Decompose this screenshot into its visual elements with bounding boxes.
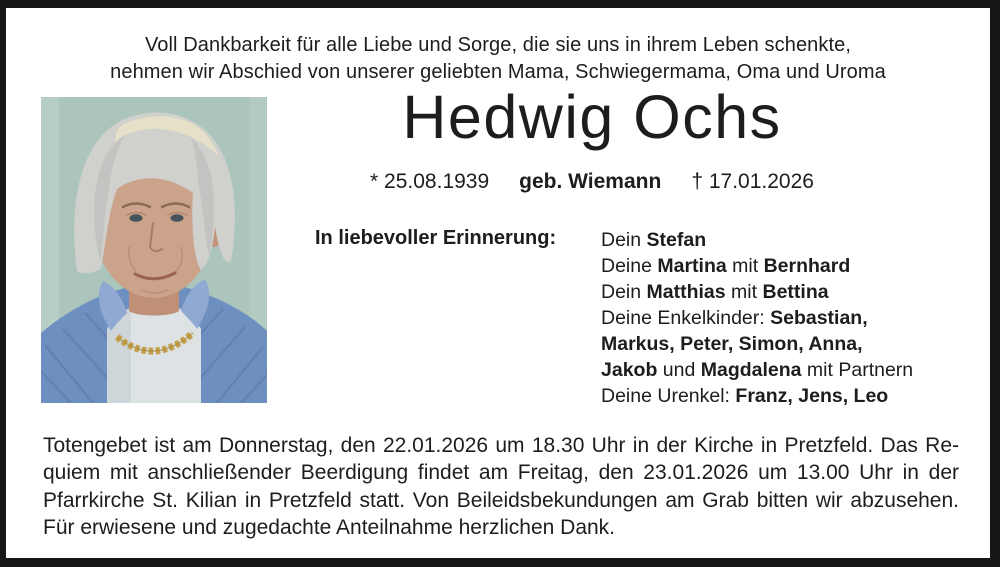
mourner-line: Dein Matthias mit Bettina: [601, 281, 829, 303]
birth-date: * 25.08.1939: [370, 170, 490, 193]
death-date: † 17.01.2026: [691, 170, 814, 193]
mourner-line: Deine Martina mit Bernhard: [601, 255, 851, 277]
life-dates: [309, 170, 875, 194]
mourner-line: Jakob und Magdalena mit Partnern: [601, 359, 914, 381]
mourner-line: Deine Enkelkinder: Sebastian,: [601, 307, 868, 329]
maiden-name: geb. Wiemann: [519, 170, 662, 193]
memorial-label: In liebevoller Erinnerung:: [315, 227, 557, 249]
mourner-line: Markus, Peter, Simon, Anna,: [601, 333, 863, 355]
funeral-line: Totengebet ist am Donnerstag, den 22.01.2026 um 18.30 Uhr in der Kirche in Pretzfeld. Das Re-: [43, 434, 959, 457]
deceased-name: Hedwig Ochs: [402, 83, 782, 151]
funeral-line: Pfarrkirche St. Kilian in Pretzfeld statt. Von Beileidsbekundungen am Grab bitten wir abzusehen.: [43, 488, 959, 512]
mourners-list: [601, 227, 931, 409]
funeral-details: [43, 432, 959, 542]
header-block: [309, 84, 875, 151]
portrait-photo: [41, 97, 267, 403]
intro-text: [6, 32, 990, 86]
mourner-line: Deine Urenkel: Franz, Jens, Leo: [601, 385, 889, 407]
intro-line-1: Voll Dankbarkeit für alle Liebe und Sorge, die sie uns in ihrem Leben schenkte,: [144, 34, 852, 56]
funeral-line: quiem mit anschließender Beerdigung findet am Freitag, den 23.01.2026 um 13.00 Uhr in der: [43, 461, 959, 485]
intro-line-2: nehmen wir Abschied von unserer geliebten Mama, Schwiegermama, Oma und Uroma: [110, 61, 886, 83]
funeral-line: Für erwiesene und zugedachte Anteilnahme herzlichen Dank.: [43, 516, 616, 540]
mourner-line: Dein Stefan: [601, 229, 707, 251]
